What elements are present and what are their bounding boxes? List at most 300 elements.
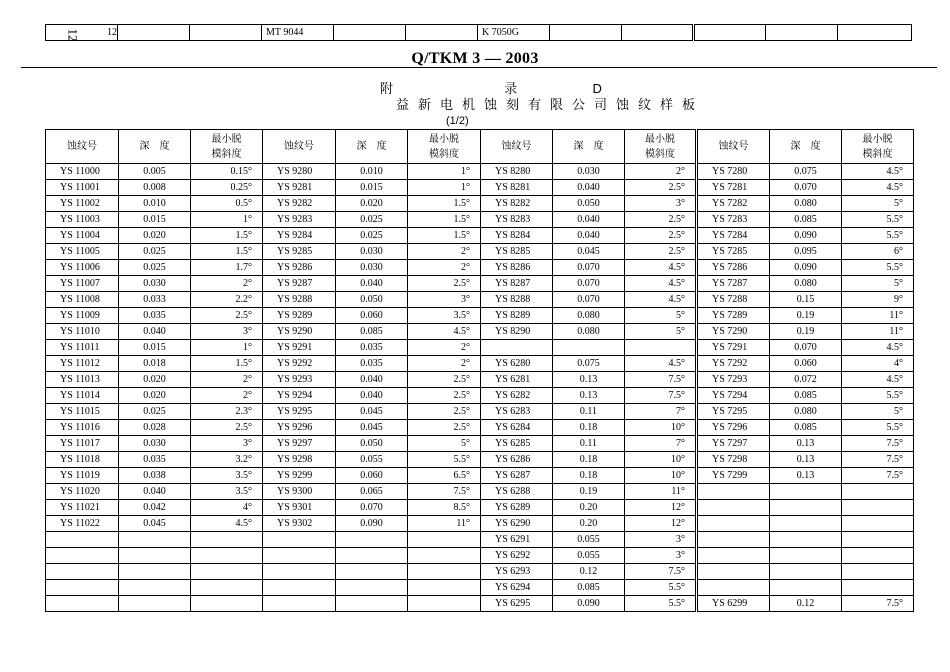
draft-angle-cell	[408, 532, 481, 548]
draft-angle-cell: 3°	[625, 532, 697, 548]
draft-angle-cell: 2.3°	[191, 404, 263, 420]
depth-cell: 0.040	[336, 276, 408, 292]
depth-cell: 0.065	[336, 484, 408, 500]
draft-angle-cell: 7.5°	[625, 372, 697, 388]
table-row	[46, 580, 914, 596]
draft-angle-cell: 0.5°	[191, 196, 263, 212]
depth-cell	[119, 580, 191, 596]
depth-cell: 0.085	[336, 324, 408, 340]
draft-angle-cell: 2.5°	[625, 180, 697, 196]
depth-cell: 0.025	[336, 212, 408, 228]
pattern-code-cell: YS 8284	[481, 228, 553, 244]
depth-cell: 0.015	[119, 340, 191, 356]
pattern-code-cell	[697, 564, 770, 580]
depth-cell	[336, 596, 408, 612]
table-row	[46, 564, 914, 580]
draft-angle-cell	[408, 596, 481, 612]
pattern-code-cell: YS 6282	[481, 388, 553, 404]
depth-cell: 0.040	[553, 228, 625, 244]
depth-cell: 0.030	[553, 164, 625, 180]
draft-angle-cell: 2°	[408, 356, 481, 372]
pattern-code-cell	[697, 580, 770, 596]
draft-angle-cell: 0.15°	[191, 164, 263, 180]
pattern-code-cell: YS 11018	[46, 452, 119, 468]
draft-angle-cell: 2.5°	[408, 404, 481, 420]
pattern-code-cell: YS 11020	[46, 484, 119, 500]
table-row	[46, 324, 914, 340]
draft-angle-cell: 7.5°	[842, 452, 914, 468]
pattern-code-cell: YS 7291	[697, 340, 770, 356]
depth-cell: 0.015	[119, 212, 191, 228]
pattern-code-cell	[263, 532, 336, 548]
pattern-code-cell: YS 9290	[263, 324, 336, 340]
depth-cell: 0.080	[553, 324, 625, 340]
column-header-depth: 深 度	[553, 130, 625, 164]
draft-angle-cell: 10°	[625, 452, 697, 468]
draft-angle-cell	[842, 548, 914, 564]
pattern-code-cell: YS 11016	[46, 420, 119, 436]
draft-angle-cell: 4°	[191, 500, 263, 516]
draft-angle-cell: 4.5°	[625, 356, 697, 372]
depth-cell: 0.13	[770, 468, 842, 484]
pattern-code-cell: YS 6289	[481, 500, 553, 516]
draft-angle-cell: 1°	[408, 164, 481, 180]
appendix-word: 录	[504, 81, 518, 96]
draft-angle-cell: 1.5°	[408, 196, 481, 212]
draft-angle-cell: 4.5°	[191, 516, 263, 532]
draft-angle-cell: 5.5°	[842, 420, 914, 436]
pattern-code-cell: YS 9288	[263, 292, 336, 308]
depth-cell: 0.035	[336, 340, 408, 356]
draft-angle-cell: 1.5°	[408, 212, 481, 228]
depth-cell: 0.070	[553, 276, 625, 292]
pattern-code-cell: YS 8289	[481, 308, 553, 324]
draft-angle-cell: 0.25°	[191, 180, 263, 196]
pattern-code-cell: YS 11005	[46, 244, 119, 260]
header-line-1: 最小脱	[211, 133, 242, 145]
depth-cell: 0.20	[553, 500, 625, 516]
depth-cell: 0.040	[553, 180, 625, 196]
table-row	[46, 196, 914, 212]
table-row	[46, 372, 914, 388]
table-header-row	[46, 130, 914, 164]
draft-angle-cell: 3°	[625, 548, 697, 564]
table-row	[46, 548, 914, 564]
pattern-code-cell	[263, 596, 336, 612]
depth-cell	[336, 564, 408, 580]
depth-cell: 0.060	[336, 468, 408, 484]
depth-cell: 0.080	[770, 196, 842, 212]
column-header-code: 蚀纹号	[697, 130, 770, 164]
draft-angle-cell: 5.5°	[842, 388, 914, 404]
depth-cell: 0.025	[119, 260, 191, 276]
pattern-code-cell: YS 11000	[46, 164, 119, 180]
draft-angle-cell: 2.5°	[625, 212, 697, 228]
column-header-code: 蚀纹号	[263, 130, 336, 164]
depth-cell: 0.090	[770, 228, 842, 244]
draft-angle-cell: 7.5°	[408, 484, 481, 500]
pattern-code-cell: YS 6283	[481, 404, 553, 420]
draft-angle-cell: 7.5°	[625, 388, 697, 404]
depth-cell: 0.11	[553, 404, 625, 420]
depth-cell: 0.015	[336, 180, 408, 196]
pattern-code-cell: YS 9300	[263, 484, 336, 500]
pattern-code-cell: YS 7299	[697, 468, 770, 484]
draft-angle-cell	[408, 548, 481, 564]
depth-cell: 0.035	[336, 356, 408, 372]
table-row	[46, 340, 914, 356]
page-number: 12	[65, 28, 81, 42]
header-rule	[21, 67, 937, 68]
pattern-code-cell: YS 9297	[263, 436, 336, 452]
header-line-1: 最小脱	[429, 133, 459, 145]
table-row	[46, 356, 914, 372]
draft-angle-cell: 4.5°	[625, 260, 697, 276]
pattern-code-cell: YS 6291	[481, 532, 553, 548]
depth-cell: 0.12	[553, 564, 625, 580]
draft-angle-cell: 11°	[625, 484, 697, 500]
draft-angle-cell	[191, 548, 263, 564]
depth-cell: 0.005	[119, 164, 191, 180]
draft-angle-cell: 2.2°	[191, 292, 263, 308]
depth-cell: 0.040	[553, 212, 625, 228]
pattern-code-cell: YS 9283	[263, 212, 336, 228]
depth-cell: 0.018	[119, 356, 191, 372]
etching-pattern-table	[45, 129, 914, 612]
depth-cell	[770, 532, 842, 548]
pattern-code-cell: YS 9299	[263, 468, 336, 484]
depth-cell: 0.090	[770, 260, 842, 276]
depth-cell: 0.025	[336, 228, 408, 244]
table-row	[46, 228, 914, 244]
depth-cell: 0.19	[770, 308, 842, 324]
depth-cell: 0.045	[119, 516, 191, 532]
draft-angle-cell: 11°	[842, 324, 914, 340]
draft-angle-cell: 4.5°	[842, 164, 914, 180]
pattern-code-cell: YS 9302	[263, 516, 336, 532]
depth-cell: 0.090	[553, 596, 625, 612]
pattern-code-cell	[697, 500, 770, 516]
table-row	[46, 596, 914, 612]
table-row	[46, 452, 914, 468]
draft-angle-cell: 7.5°	[842, 468, 914, 484]
column-header-draft-angle	[408, 130, 481, 164]
draft-angle-cell: 3.5°	[191, 468, 263, 484]
draft-angle-cell: 6°	[842, 244, 914, 260]
pattern-code-cell: YS 6287	[481, 468, 553, 484]
pattern-code-cell: YS 9281	[263, 180, 336, 196]
draft-angle-cell: 4.5°	[842, 340, 914, 356]
depth-cell: 0.060	[336, 308, 408, 324]
pattern-code-cell: YS 11013	[46, 372, 119, 388]
depth-cell: 0.033	[119, 292, 191, 308]
draft-angle-cell: 10°	[625, 468, 697, 484]
depth-cell: 0.025	[119, 244, 191, 260]
draft-angle-cell: 5.5°	[842, 212, 914, 228]
draft-angle-cell	[191, 532, 263, 548]
draft-angle-cell: 4.5°	[842, 180, 914, 196]
draft-angle-cell	[842, 580, 914, 596]
depth-cell: 0.010	[336, 164, 408, 180]
pattern-code-cell	[697, 532, 770, 548]
draft-angle-cell: 5°	[625, 324, 697, 340]
pattern-code-cell: YS 9301	[263, 500, 336, 516]
header-line-1: 最小脱	[645, 133, 675, 145]
depth-cell	[119, 532, 191, 548]
pattern-code-cell: YS 7295	[697, 404, 770, 420]
column-header-draft-angle	[625, 130, 697, 164]
depth-cell: 0.050	[553, 196, 625, 212]
draft-angle-cell: 4.5°	[625, 292, 697, 308]
draft-angle-cell: 8.5°	[408, 500, 481, 516]
depth-cell: 0.13	[553, 388, 625, 404]
pattern-code-cell: YS 9294	[263, 388, 336, 404]
depth-cell: 0.040	[336, 388, 408, 404]
draft-angle-cell: 3°	[408, 292, 481, 308]
draft-angle-cell: 1.7°	[191, 260, 263, 276]
pattern-code-cell: YS 7282	[697, 196, 770, 212]
pattern-code-cell: YS 7293	[697, 372, 770, 388]
draft-angle-cell: 2°	[191, 372, 263, 388]
pattern-code-cell: YS 11007	[46, 276, 119, 292]
depth-cell: 0.010	[119, 196, 191, 212]
depth-cell	[336, 532, 408, 548]
draft-angle-cell: 9°	[842, 292, 914, 308]
pattern-code-cell: YS 9287	[263, 276, 336, 292]
table-row	[46, 276, 914, 292]
depth-cell: 0.070	[770, 180, 842, 196]
depth-cell: 0.070	[770, 340, 842, 356]
table-row	[46, 388, 914, 404]
depth-cell: 0.15	[770, 292, 842, 308]
depth-cell: 0.13	[770, 436, 842, 452]
pattern-code-cell: YS 7281	[697, 180, 770, 196]
draft-angle-cell: 3°	[625, 196, 697, 212]
header-line-2: 模斜度	[862, 148, 893, 160]
depth-cell: 0.035	[119, 308, 191, 324]
depth-cell: 0.042	[119, 500, 191, 516]
table-row	[46, 260, 914, 276]
pattern-code-cell: YS 9289	[263, 308, 336, 324]
appendix-letter: D	[592, 81, 602, 96]
column-header-draft-angle	[842, 130, 914, 164]
top-strip-cell: MT 9044	[262, 25, 334, 41]
top-strip-cell	[622, 25, 694, 41]
draft-angle-cell	[842, 484, 914, 500]
pattern-code-cell: YS 7298	[697, 452, 770, 468]
depth-cell: 0.080	[770, 404, 842, 420]
draft-angle-cell: 1.5°	[191, 228, 263, 244]
table-row	[46, 404, 914, 420]
draft-angle-cell: 7.5°	[842, 596, 914, 612]
pattern-code-cell: YS 11001	[46, 180, 119, 196]
top-strip-cell	[190, 25, 262, 41]
table-row	[46, 164, 914, 180]
draft-angle-cell	[842, 516, 914, 532]
draft-angle-cell: 11°	[842, 308, 914, 324]
draft-angle-cell: 2.5°	[408, 388, 481, 404]
depth-cell: 0.050	[336, 292, 408, 308]
draft-angle-cell: 5.5°	[842, 260, 914, 276]
pattern-code-cell: YS 9298	[263, 452, 336, 468]
pattern-code-cell: YS 8280	[481, 164, 553, 180]
depth-cell: 0.045	[553, 244, 625, 260]
top-strip-cell	[766, 25, 838, 41]
draft-angle-cell: 7°	[625, 404, 697, 420]
depth-cell: 0.050	[336, 436, 408, 452]
pattern-code-cell: YS 9286	[263, 260, 336, 276]
draft-angle-cell: 1.5°	[408, 228, 481, 244]
pattern-code-cell: YS 11017	[46, 436, 119, 452]
pattern-code-cell: YS 7283	[697, 212, 770, 228]
pattern-code-cell: YS 6281	[481, 372, 553, 388]
depth-cell: 0.090	[336, 516, 408, 532]
table-row	[46, 500, 914, 516]
pattern-code-cell: YS 6295	[481, 596, 553, 612]
depth-cell: 0.060	[770, 356, 842, 372]
table-row	[46, 420, 914, 436]
column-header-depth: 深 度	[770, 130, 842, 164]
table-row	[46, 484, 914, 500]
depth-cell: 0.20	[553, 516, 625, 532]
table-row	[46, 532, 914, 548]
table-body	[46, 164, 914, 612]
draft-angle-cell: 5.5°	[408, 452, 481, 468]
pattern-code-cell: YS 11002	[46, 196, 119, 212]
appendix-label: 附	[380, 81, 394, 96]
depth-cell: 0.19	[770, 324, 842, 340]
draft-angle-cell	[408, 564, 481, 580]
pattern-code-cell: YS 7286	[697, 260, 770, 276]
depth-cell: 0.045	[336, 404, 408, 420]
top-strip-cell	[550, 25, 622, 41]
top-strip-cell	[334, 25, 406, 41]
draft-angle-cell	[625, 340, 697, 356]
pattern-code-cell: YS 7292	[697, 356, 770, 372]
draft-angle-cell: 2.5°	[408, 372, 481, 388]
pattern-code-cell: YS 6292	[481, 548, 553, 564]
draft-angle-cell	[842, 564, 914, 580]
depth-cell: 0.18	[553, 468, 625, 484]
column-header-code: 蚀纹号	[46, 130, 119, 164]
draft-angle-cell: 2°	[408, 244, 481, 260]
appendix-title: 益新电机蚀刻有限公司蚀纹样板	[396, 98, 705, 113]
pattern-code-cell	[697, 516, 770, 532]
depth-cell	[770, 516, 842, 532]
top-strip-cell: 12	[46, 25, 118, 41]
top-strip-cell	[118, 25, 190, 41]
pattern-code-cell: YS 9280	[263, 164, 336, 180]
depth-cell: 0.12	[770, 596, 842, 612]
header-line-2: 模斜度	[211, 148, 242, 160]
depth-cell: 0.030	[336, 244, 408, 260]
column-header-draft-angle	[191, 130, 263, 164]
pattern-code-cell	[481, 340, 553, 356]
draft-angle-cell: 5°	[408, 436, 481, 452]
pattern-code-cell: YS 6285	[481, 436, 553, 452]
draft-angle-cell: 3.5°	[191, 484, 263, 500]
pattern-code-cell	[697, 548, 770, 564]
depth-cell: 0.085	[770, 388, 842, 404]
header-line-1: 最小脱	[862, 133, 893, 145]
depth-cell: 0.070	[336, 500, 408, 516]
pattern-code-cell: YS 7288	[697, 292, 770, 308]
depth-cell: 0.008	[119, 180, 191, 196]
depth-cell	[770, 484, 842, 500]
pattern-code-cell: YS 7296	[697, 420, 770, 436]
column-header-code: 蚀纹号	[481, 130, 553, 164]
pattern-code-cell: YS 6299	[697, 596, 770, 612]
subpage-indicator: (1/2)	[446, 115, 469, 127]
pattern-code-cell: YS 6290	[481, 516, 553, 532]
draft-angle-cell: 5°	[842, 404, 914, 420]
table-row	[46, 212, 914, 228]
pattern-code-cell	[263, 548, 336, 564]
depth-cell: 0.075	[770, 164, 842, 180]
pattern-code-cell: YS 11006	[46, 260, 119, 276]
draft-angle-cell: 2°	[191, 276, 263, 292]
depth-cell: 0.18	[553, 420, 625, 436]
depth-cell: 0.072	[770, 372, 842, 388]
draft-angle-cell: 2.5°	[625, 228, 697, 244]
pattern-code-cell: YS 9292	[263, 356, 336, 372]
pattern-code-cell: YS 8287	[481, 276, 553, 292]
draft-angle-cell: 5.5°	[625, 596, 697, 612]
pattern-code-cell: YS 8290	[481, 324, 553, 340]
draft-angle-cell: 2°	[625, 164, 697, 180]
draft-angle-cell: 4.5°	[408, 324, 481, 340]
draft-angle-cell: 1°	[191, 212, 263, 228]
pattern-code-cell: YS 7289	[697, 308, 770, 324]
pattern-code-cell: YS 6280	[481, 356, 553, 372]
draft-angle-cell	[408, 580, 481, 596]
depth-cell: 0.020	[119, 228, 191, 244]
depth-cell: 0.19	[553, 484, 625, 500]
draft-angle-cell: 12°	[625, 516, 697, 532]
draft-angle-cell: 5.5°	[625, 580, 697, 596]
depth-cell: 0.13	[770, 452, 842, 468]
draft-angle-cell: 5°	[842, 276, 914, 292]
pattern-code-cell: YS 6286	[481, 452, 553, 468]
depth-cell: 0.055	[553, 548, 625, 564]
draft-angle-cell: 3.5°	[408, 308, 481, 324]
pattern-code-cell	[46, 548, 119, 564]
pattern-code-cell: YS 9282	[263, 196, 336, 212]
pattern-code-cell: YS 7297	[697, 436, 770, 452]
pattern-code-cell: YS 11012	[46, 356, 119, 372]
pattern-code-cell: YS 11008	[46, 292, 119, 308]
table-row	[46, 516, 914, 532]
header-line-2: 模斜度	[645, 148, 675, 160]
top-strip-cell	[838, 25, 912, 41]
depth-cell	[119, 564, 191, 580]
pattern-code-cell: YS 8283	[481, 212, 553, 228]
pattern-code-cell: YS 11003	[46, 212, 119, 228]
draft-angle-cell	[191, 580, 263, 596]
depth-cell: 0.18	[553, 452, 625, 468]
pattern-code-cell: YS 8285	[481, 244, 553, 260]
draft-angle-cell: 6.5°	[408, 468, 481, 484]
depth-cell	[119, 548, 191, 564]
depth-cell: 0.020	[119, 372, 191, 388]
pattern-code-cell: YS 11004	[46, 228, 119, 244]
draft-angle-cell: 3°	[191, 324, 263, 340]
draft-angle-cell	[191, 596, 263, 612]
draft-angle-cell: 1°	[408, 180, 481, 196]
pattern-code-cell: YS 6293	[481, 564, 553, 580]
pattern-code-cell: YS 11014	[46, 388, 119, 404]
pattern-code-cell: YS 8288	[481, 292, 553, 308]
